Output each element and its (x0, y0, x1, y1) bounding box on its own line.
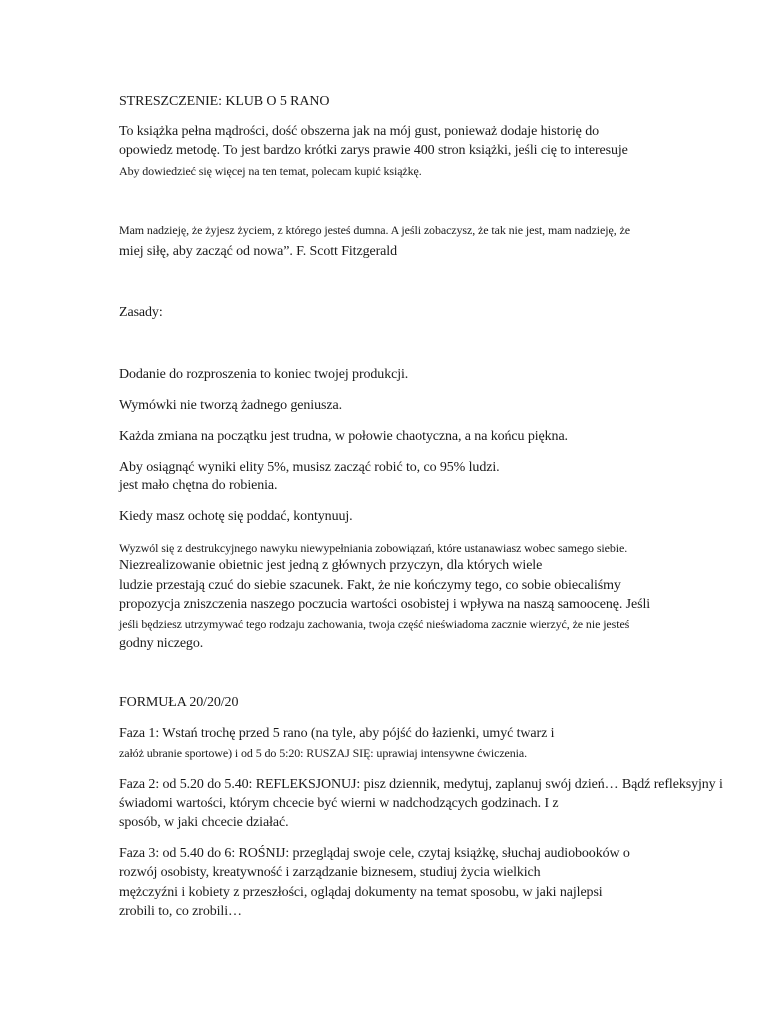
rule-line: Aby osiągnąć wyniki elity 5%, musisz zacząć robić to, co 95% ludzi. (119, 460, 500, 475)
phase3-line: rozwój osobisty, kreatywność i zarządzanie biznesem, studiuj życia wielkich (119, 865, 541, 880)
phase2-line: Faza 2: od 5.20 do 5.40: REFLEKSJONUJ: pisz dziennik, medytuj, zaplanuj swój dzień… Bądź refleksyjny i (119, 777, 723, 792)
phase2-line: sposób, w jaki chcecie działać. (119, 815, 289, 830)
phase1-line: załóż ubranie sportowe) i od 5 do 5:20: RUSZAJ SIĘ: uprawiaj intensywne ćwiczenia. (119, 746, 528, 760)
rule-line: Każda zmiana na początku jest trudna, w połowie chaotyczna, a na końcu piękna. (119, 429, 568, 444)
phase3-line: Faza 3: od 5.40 do 6: ROŚNIJ: przeglądaj swoje cele, czytaj książkę, słuchaj audiobooków o (119, 846, 630, 861)
phase1-line: Faza 1: Wstań trochę przed 5 rano (na tyle, aby pójść do łazienki, umyć twarz i (119, 726, 555, 741)
rule-line: Dodanie do rozproszenia to koniec twojej produkcji. (119, 367, 409, 382)
document-title: STRESZCZENIE: KLUB O 5 RANO (119, 94, 330, 109)
phase3-line: mężczyźni i kobiety z przeszłości, oglądaj dokumenty na temat sposobu, w jaki najlepsi (119, 885, 603, 900)
quote-line: Mam nadzieję, że żyjesz życiem, z którego jesteś dumna. A jeśli zobaczysz, że tak nie jest, mam nadzieję, że (119, 223, 630, 237)
intro-line: To książka pełna mądrości, dość obszerna jak na mój gust, ponieważ dodaje historię do (119, 124, 599, 139)
quote-line: miej siłę, aby zacząć od nowa”. F. Scott Fitzgerald (119, 244, 397, 259)
phase3-line: zrobili to, co zrobili… (119, 904, 242, 919)
intro-line: opowiedz metodę. To jest bardzo krótki zarys prawie 400 stron książki, jeśli cię to interesuje (119, 143, 628, 158)
challenge-line: jeśli będziesz utrzymywać tego rodzaju zachowania, twoja część nieświadoma zacznie wierzyć, że nie jesteś (119, 617, 630, 631)
rule-line: Wymówki nie tworzą żadnego geniusza. (119, 398, 342, 413)
formula-heading: FORMUŁA 20/20/20 (119, 695, 239, 710)
phase2-line: świadomi wartości, którym chcecie być wierni w nadchodzących godzinach. I z (119, 796, 559, 811)
challenge-line: ludzie przestają czuć do siebie szacunek. Fakt, że nie kończymy tego, co sobie obiecaliśmy (119, 578, 621, 593)
rule-line: Kiedy masz ochotę się poddać, kontynuuj. (119, 509, 353, 524)
challenge-line: propozycja zniszczenia naszego poczucia wartości osobistej i wpływa na naszą samoocenę. Jeśli (119, 597, 651, 612)
challenge-line: Niezrealizowanie obietnic jest jedną z głównych przyczyn, dla których wiele (119, 558, 543, 573)
challenge-line: godny niczego. (119, 636, 204, 651)
challenge-line: Wyzwól się z destrukcyjnego nawyku niewypełniania zobowiązań, które ustanawiasz wobec samego siebie. (119, 541, 628, 555)
rules-heading: Zasady: (119, 305, 163, 320)
intro-line: Aby dowiedzieć się więcej na ten temat, polecam kupić książkę. (119, 164, 422, 178)
rule-line: jest mało chętna do robienia. (119, 478, 278, 493)
